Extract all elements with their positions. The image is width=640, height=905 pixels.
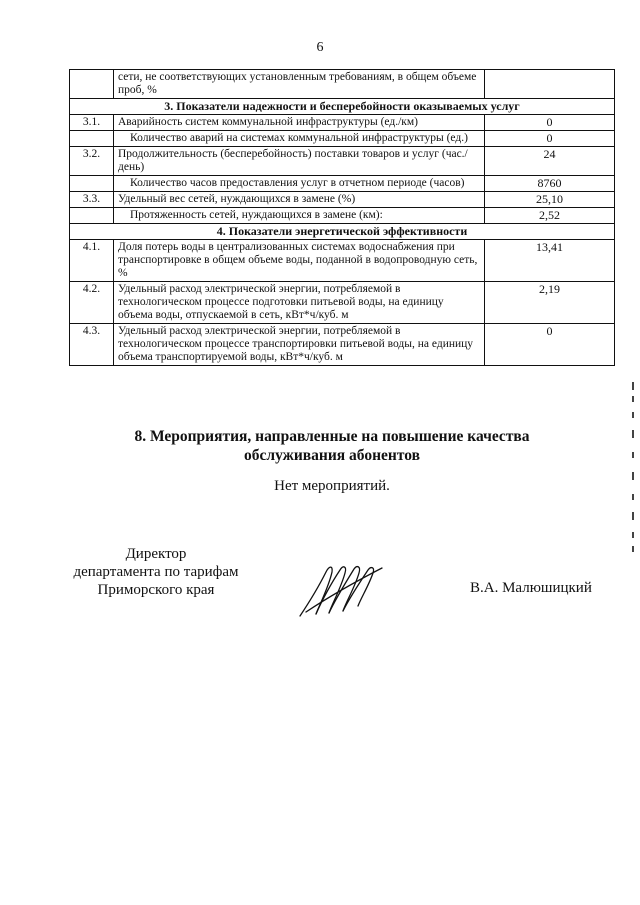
- table-row: [70, 70, 615, 99]
- table-row: [70, 208, 615, 224]
- indicator-name: Удельный вес сетей, нуждающихся в замене (%): [114, 192, 485, 208]
- indicator-name: Количество аварий на системах коммунальной инфраструктуры (ед.): [114, 131, 485, 147]
- handwritten-signature: [296, 560, 386, 620]
- indicator-number: 4.1.: [70, 240, 114, 282]
- indicator-value: 8760: [485, 176, 615, 192]
- indicator-name: Удельный расход электрической энергии, потребляемой в технологическом процессе подготовки питьевой воды, на единицу объема воды, отпускаемой в сеть, кВт*ч/куб. м: [114, 282, 485, 324]
- indicator-number: [70, 70, 114, 99]
- indicator-number: 3.1.: [70, 115, 114, 131]
- signer-title: [56, 545, 256, 599]
- table-section-row: [70, 99, 615, 115]
- indicator-value: 0: [485, 131, 615, 147]
- indicator-name: Количество часов предоставления услуг в отчетном периоде (часов): [114, 176, 485, 192]
- indicator-number: [70, 208, 114, 224]
- indicator-name: Протяженность сетей, нуждающихся в замене (км):: [114, 208, 485, 224]
- indicator-number: 4.3.: [70, 324, 114, 366]
- indicator-value: 0: [485, 115, 615, 131]
- indicator-name: Доля потерь воды в централизованных системах водоснабжения при транспортировке в общем объеме воды, поданной в водопроводную сеть, %: [114, 240, 485, 282]
- indicator-value: 0: [485, 324, 615, 366]
- table-row: [70, 115, 615, 131]
- table-row: [70, 324, 615, 366]
- indicator-name: Удельный расход электрической энергии, потребляемой в технологическом процессе транспортировки питьевой воды, на единицу объема транспортируемой воды, кВт*ч/куб. м: [114, 324, 485, 366]
- table-row: [70, 147, 615, 176]
- signer-title-line-1: Директор: [125, 546, 187, 562]
- table-row: [70, 131, 615, 147]
- measures-body: Нет мероприятий.: [274, 478, 390, 494]
- indicators-table-body: [70, 70, 615, 366]
- table-row: [70, 282, 615, 324]
- page-number: 6: [316, 40, 324, 55]
- indicator-number: [70, 176, 114, 192]
- measures-heading-line-2: обслуживания абонентов: [244, 447, 420, 464]
- indicator-name: Продолжительность (бесперебойность) поставки товаров и услуг (час./день): [114, 147, 485, 176]
- indicator-number: [70, 131, 114, 147]
- indicator-value: [485, 70, 615, 99]
- signer-title-line-3: Приморского края: [97, 582, 215, 598]
- indicator-value: 2,52: [485, 208, 615, 224]
- indicators-table: [69, 69, 615, 366]
- signer-title-line-2: департамента по тарифам: [73, 564, 239, 580]
- section-heading: 4. Показатели энергетической эффективности: [70, 224, 615, 240]
- indicator-number: 3.2.: [70, 147, 114, 176]
- indicator-value: 13,41: [485, 240, 615, 282]
- signer-name: В.А. Малюшицкий: [470, 580, 592, 596]
- measures-heading: [0, 427, 640, 465]
- table-row: [70, 176, 615, 192]
- indicator-name: сети, не соответствующих установленным требованиям, в общем объеме проб, %: [114, 70, 485, 99]
- table-row: [70, 240, 615, 282]
- indicator-number: 3.3.: [70, 192, 114, 208]
- indicator-number: 4.2.: [70, 282, 114, 324]
- measures-heading-line-1: 8. Мероприятия, направленные на повышение качества: [134, 428, 530, 445]
- table-row: [70, 192, 615, 208]
- indicator-value: 2,19: [485, 282, 615, 324]
- indicator-name: Аварийность систем коммунальной инфраструктуры (ед./км): [114, 115, 485, 131]
- section-heading: 3. Показатели надежности и бесперебойности оказываемых услуг: [70, 99, 615, 115]
- scan-edge-marks: [630, 382, 636, 552]
- indicator-value: 25,10: [485, 192, 615, 208]
- table-section-row: [70, 224, 615, 240]
- indicator-value: 24: [485, 147, 615, 176]
